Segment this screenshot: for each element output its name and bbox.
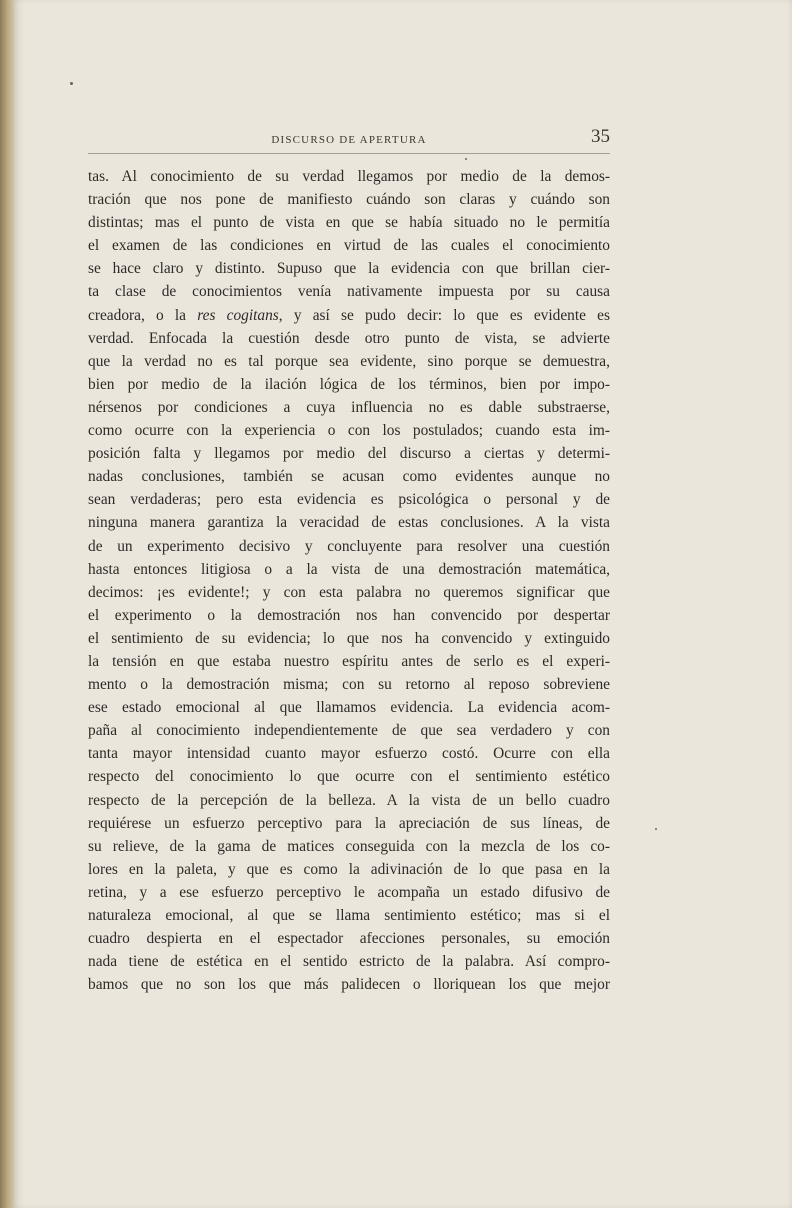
- text-line: lores en la paleta, y que es como la adivinación de lo que pasa en la: [88, 860, 610, 878]
- text-line: tas. Al conocimiento de su verdad llegamos por medio de la demos-: [88, 168, 610, 185]
- text-line: verdad. Enfocada la cuestión desde otro punto de vista, se advierte: [88, 329, 610, 347]
- text-line: mento o la demostración misma; con su retorno al reposo sobreviene: [88, 676, 610, 694]
- text-line: cuadro despierta en el espectador afecciones personales, su emoción: [88, 930, 610, 948]
- text-line: el experimento o la demostración nos han convencido por despertar: [88, 606, 610, 624]
- text-line: la tensión en que estaba nuestro espíritu antes de serlo es el experi-: [88, 652, 610, 670]
- text-line: el sentimiento de su evidencia; lo que nos ha convencido y extinguido: [88, 629, 610, 647]
- text-line: ese estado emocional al que llamamos evidencia. La evidencia acom-: [88, 699, 610, 717]
- text-line: respecto de la percepción de la belleza. A la vista de un bello cuadro: [88, 791, 610, 809]
- paper-speck: [655, 828, 657, 830]
- running-head: DISCURSO DE APERTURA: [271, 134, 427, 146]
- header-rule: [88, 153, 610, 154]
- text-line: nérsenos por condiciones a cuya influencia no es dable substraerse,: [88, 398, 610, 416]
- text-line: hasta entonces litigiosa o a la vista de una demostración matemática,: [88, 560, 610, 578]
- text-fragment: creadora, o la: [88, 306, 198, 324]
- page-header: [88, 126, 610, 156]
- text-line: retina, y a ese esfuerzo perceptivo le acompaña un estado difusivo de: [88, 883, 610, 901]
- text-line: nadas conclusiones, también se acusan como evidentes aunque no: [88, 468, 610, 486]
- text-line: bamos que no son los que más palidecen o lloriquean los que mejor: [88, 976, 610, 994]
- text-line-with-italic: [88, 304, 610, 327]
- text-line: ninguna manera garantiza la veracidad de estas conclusiones. A la vista: [88, 514, 610, 532]
- paper-speck: [465, 158, 467, 160]
- text-line: de un experimento decisivo y concluyente para resolver una cuestión: [88, 537, 610, 555]
- page-number: 35: [591, 126, 610, 147]
- text-line: ta clase de conocimientos venía nativamente impuesta por su causa: [88, 283, 610, 301]
- text-line: como ocurre con la experiencia o con los postulados; cuando esta im-: [88, 422, 610, 440]
- text-line: distintas; mas el punto de vista en que se había situado no le permitía: [88, 214, 610, 232]
- text-line: tanta mayor intensidad cuanto mayor esfuerzo costó. Ocurre con ella: [88, 745, 610, 763]
- text-line: respecto del conocimiento lo que ocurre con el sentimiento estético: [88, 768, 610, 786]
- text-line: su relieve, de la gama de matices conseguida con la mezcla de los co-: [88, 837, 610, 855]
- text-line: sean verdaderas; pero esta evidencia es psicológica o personal y de: [88, 491, 610, 509]
- text-line: que la verdad no es tal porque sea evidente, sino porque se demuestra,: [88, 352, 610, 370]
- text-line: paña al conocimiento independientemente de que sea verdadero y con: [88, 722, 610, 740]
- text-line: requiérese un esfuerzo perceptivo para la apreciación de sus líneas, de: [88, 814, 610, 832]
- body-text: [88, 165, 610, 996]
- text-line: decimos: ¡es evidente!; y con esta palabra no queremos significar que: [88, 583, 610, 601]
- text-line: el examen de las condiciones en virtud de las cuales el conocimiento: [88, 237, 610, 255]
- text-line: tración que nos pone de manifiesto cuándo son claras y cuándo son: [88, 191, 610, 209]
- paper-speck: [70, 82, 73, 85]
- text-line: se hace claro y distinto. Supuso que la evidencia con que brillan cier-: [88, 260, 610, 278]
- text-line: nada tiene de estética en el sentido estricto de la palabra. Así compro-: [88, 953, 610, 971]
- italic-phrase: res cogitans: [197, 306, 279, 324]
- text-fragment: , y así se pudo decir: lo que es evidente es: [278, 306, 610, 324]
- text-line: posición falta y llegamos por medio del discurso a ciertas y determi-: [88, 445, 610, 463]
- text-line: bien por medio de la ilación lógica de los términos, bien por impo-: [88, 375, 610, 393]
- text-line: naturaleza emocional, al que se llama sentimiento estético; mas si el: [88, 907, 610, 924]
